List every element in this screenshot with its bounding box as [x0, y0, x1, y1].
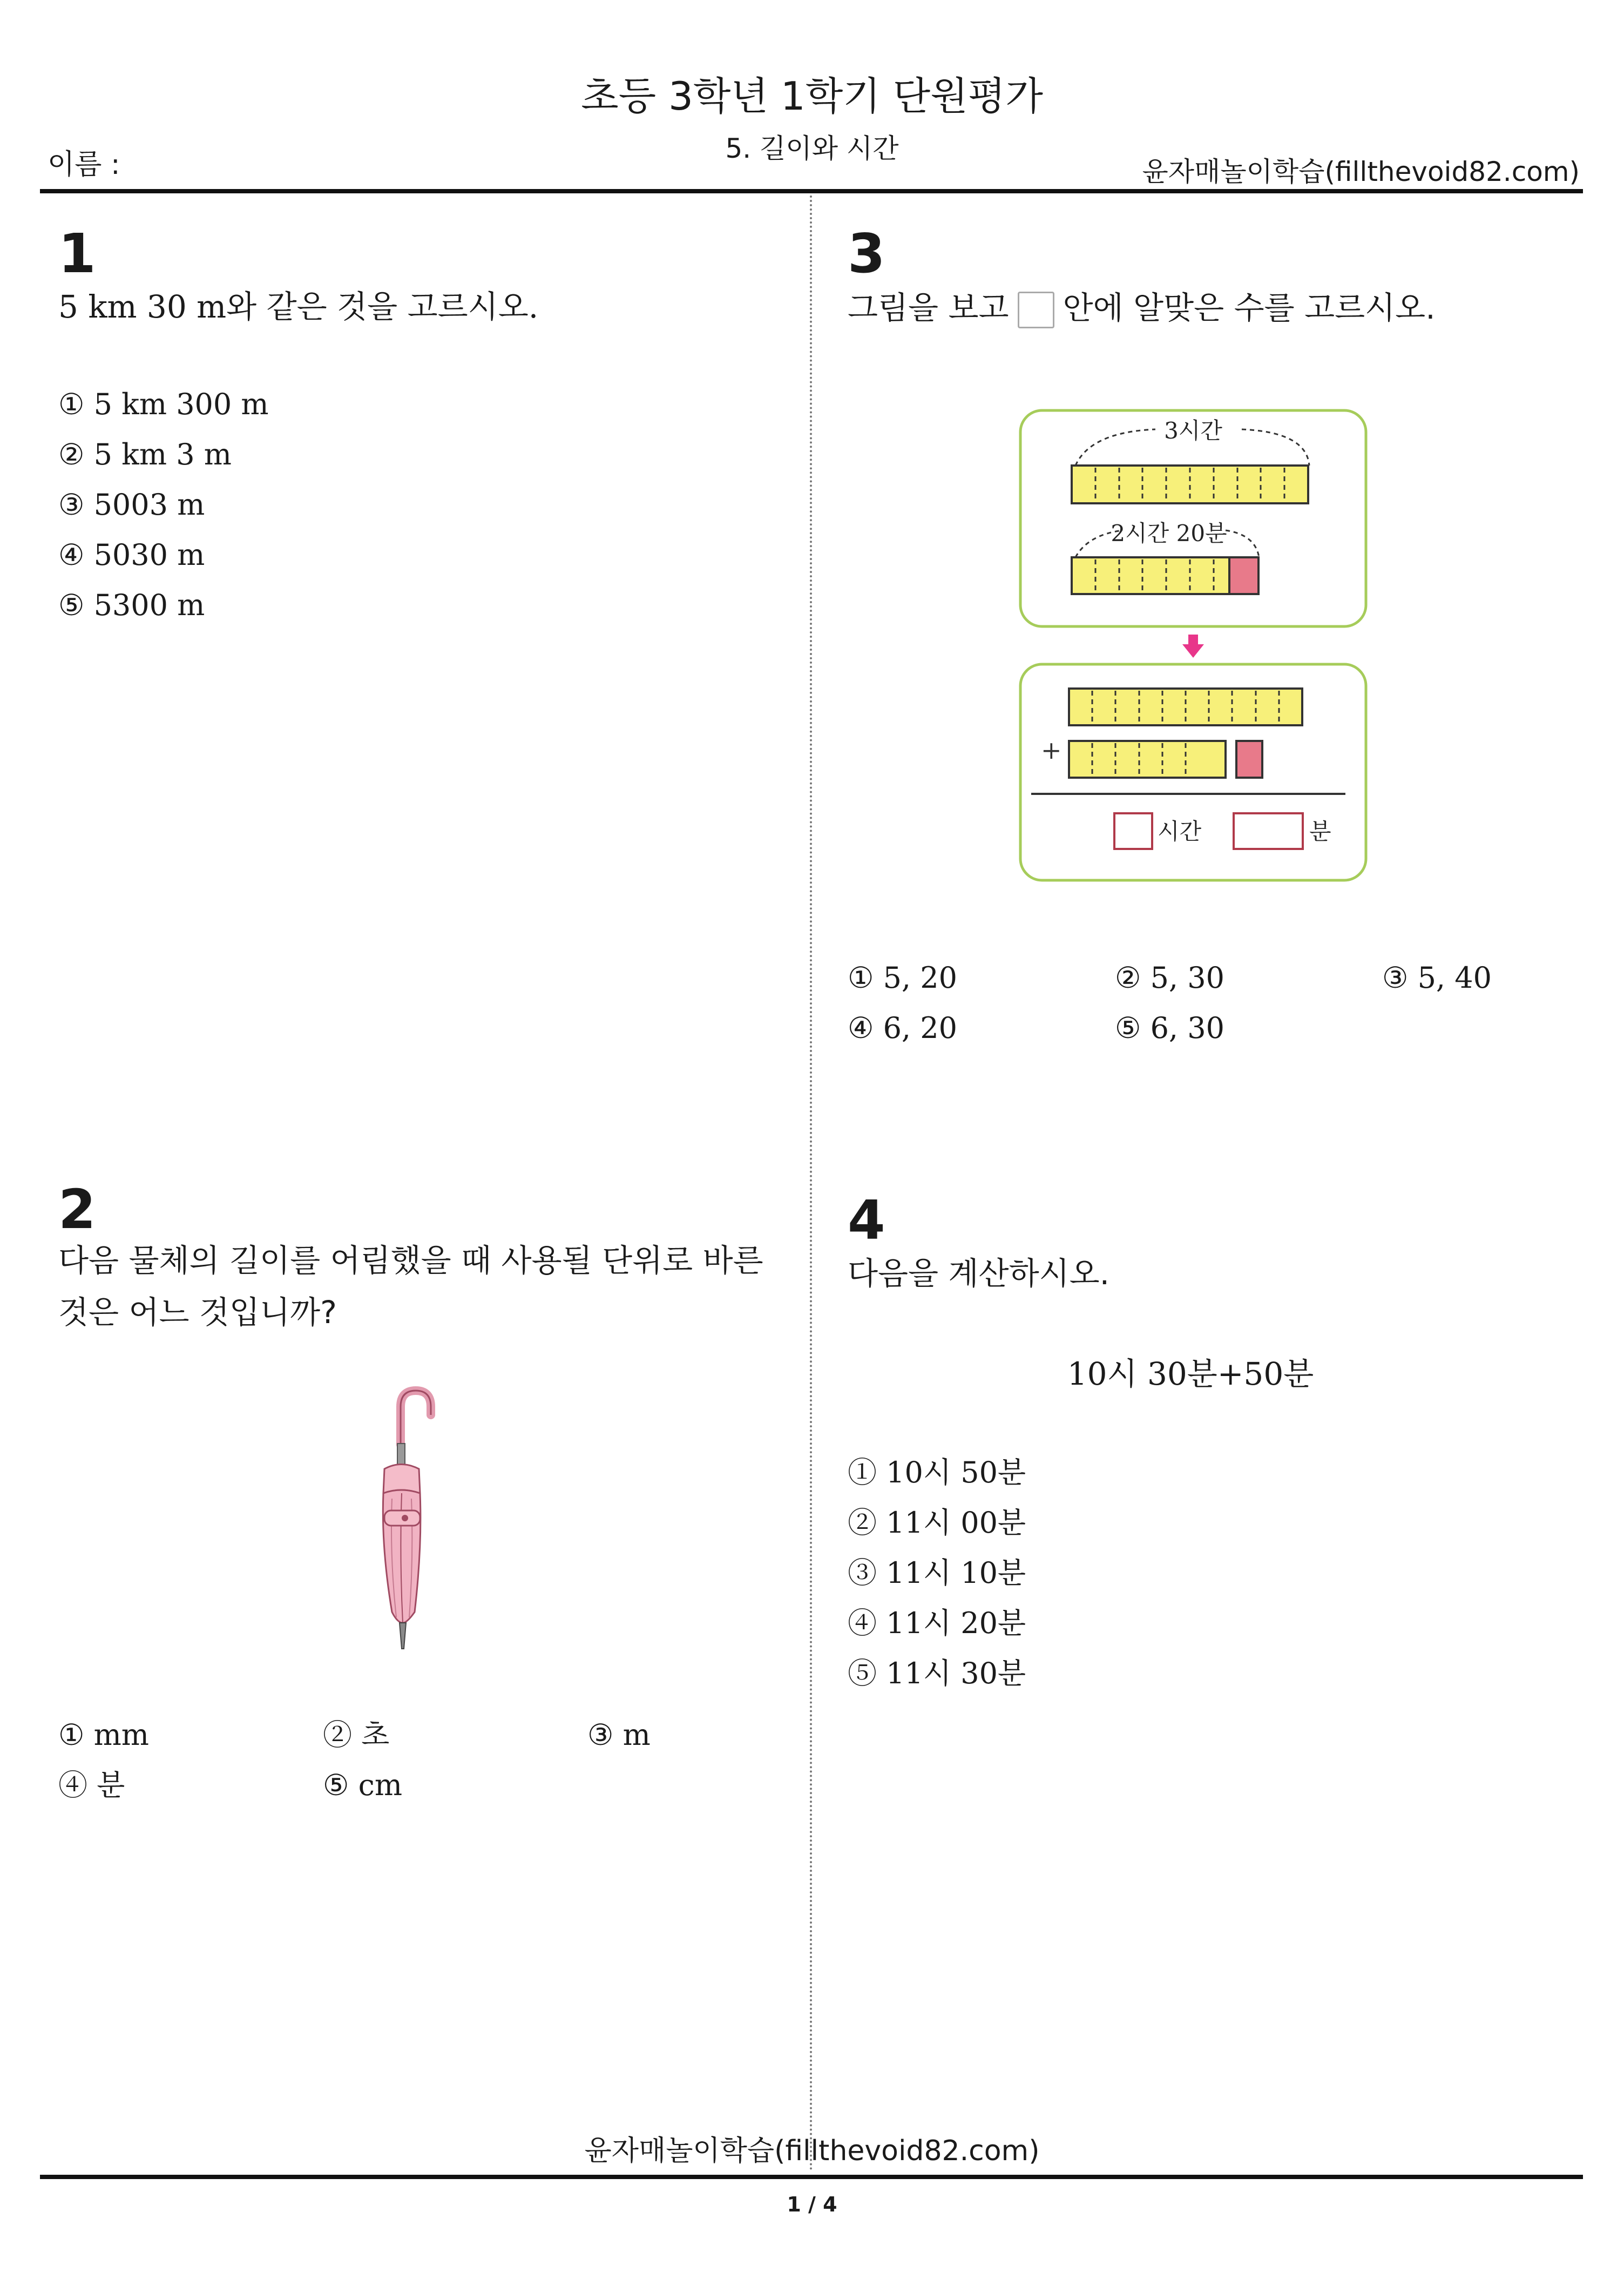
question-2-text-line-1: 다음 물체의 길이를 어림했을 때 사용될 단위로 바른: [58, 1242, 763, 1279]
question-4-text: 다음을 계산하시오.: [848, 1255, 1110, 1292]
name-label: 이름 :: [48, 149, 120, 181]
question-1-text: 5 km 30 m와 같은 것을 고르시오.: [58, 288, 539, 325]
option-item[interactable]: ① 10시 50분: [848, 1455, 1026, 1489]
option-item[interactable]: ① 5, 20: [848, 961, 957, 995]
hour-answer-box: [1114, 813, 1152, 849]
option-item[interactable]: ④ 6, 20: [848, 1011, 957, 1045]
hour-unit-label: 시간: [1158, 818, 1202, 845]
option-item[interactable]: ② 초: [323, 1718, 390, 1752]
label-2-hours-20-minutes: 2시간 20분: [1111, 520, 1227, 547]
question-4-number: 4: [848, 1189, 885, 1252]
option-item[interactable]: ④ 11시 20분: [848, 1606, 1026, 1640]
option-item[interactable]: ① 5 km 300 m: [58, 387, 269, 421]
page-number: 1 / 4: [787, 2193, 837, 2216]
minute-answer-box: [1234, 813, 1303, 849]
question-1-number: 1: [58, 222, 96, 285]
column-divider: [810, 195, 812, 2172]
option-item[interactable]: ① mm: [58, 1718, 149, 1752]
option-item[interactable]: ③ 5003 m: [58, 488, 205, 522]
question-4-options: [848, 1447, 1026, 1698]
option-item[interactable]: ⑤ 5300 m: [58, 588, 205, 622]
option-item[interactable]: ⑤ 6, 30: [1115, 1011, 1224, 1045]
header-rule: [40, 189, 1583, 193]
minute-unit-label: 분: [1309, 818, 1331, 845]
blank-box-icon: [1018, 292, 1054, 328]
question-3-text: [848, 282, 1436, 334]
option-item[interactable]: ③ 11시 10분: [848, 1556, 1026, 1590]
umbrella-image: [373, 1385, 443, 1653]
footer-rule: [40, 2175, 1583, 2179]
option-item[interactable]: ③ 5, 40: [1382, 961, 1492, 995]
site-label-bottom: 윤자매놀이학습(fillthevoid82.com): [584, 2135, 1040, 2167]
option-item[interactable]: ③ m: [587, 1718, 651, 1752]
option-item[interactable]: ④ 분: [58, 1768, 125, 1802]
question-2-number: 2: [58, 1178, 96, 1241]
site-label-top: 윤자매놀이학습(fillthevoid82.com): [1142, 156, 1580, 187]
plus-sign: +: [1041, 736, 1062, 765]
option-item[interactable]: ② 5, 30: [1115, 961, 1224, 995]
time-bar-diagram: [1015, 405, 1371, 886]
option-item[interactable]: ⑤ 11시 30분: [848, 1656, 1026, 1690]
label-3-hours: 3시간: [1164, 417, 1222, 444]
page-title: 초등 3학년 1학기 단원평가: [581, 73, 1043, 119]
question-2-text-line-2: 것은 어느 것입니까?: [58, 1294, 337, 1331]
question-3-text-after: 안에 알맞은 수를 고르시오.: [1063, 289, 1436, 326]
question-3-text-before: 그림을 보고: [848, 289, 1009, 326]
question-3-number: 3: [848, 222, 885, 285]
option-item[interactable]: ② 11시 00분: [848, 1506, 1026, 1540]
question-4-expression: 10시 30분+50분: [1067, 1356, 1314, 1392]
question-1-options: [58, 379, 269, 630]
option-item[interactable]: ⑤ cm: [323, 1768, 403, 1802]
unit-subtitle: 5. 길이와 시간: [725, 133, 899, 164]
option-item[interactable]: ② 5 km 3 m: [58, 437, 232, 471]
down-arrow-icon: [1188, 635, 1198, 644]
option-item[interactable]: ④ 5030 m: [58, 538, 205, 572]
